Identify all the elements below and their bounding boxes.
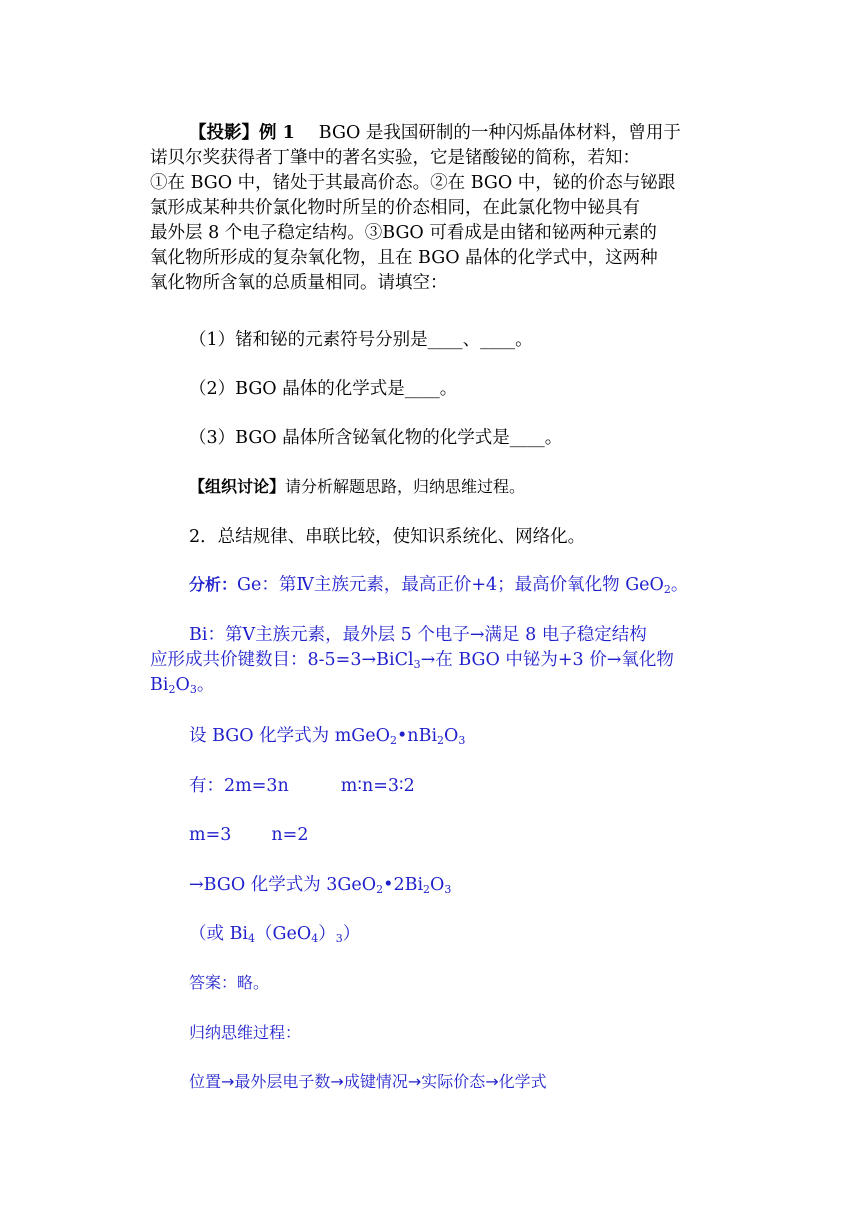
alt-c: ） (318, 924, 336, 944)
alt-d: ） (342, 924, 361, 944)
analysis-ge-line (189, 573, 688, 597)
alt-formula-line (189, 922, 360, 946)
set-c: O (444, 726, 459, 746)
question-1: （1）锗和铋的元素符号分别是____、____。 (189, 330, 533, 350)
projection-label: 【投影】 (189, 123, 259, 143)
alt-a: （或 Bi (189, 924, 249, 944)
question-2: （2）BGO 晶体的化学式是____。 (189, 379, 458, 399)
analysis-bi-line-2 (150, 648, 674, 672)
alt-sub3: 3 (335, 932, 343, 945)
bi-line2-sub: 3 (413, 658, 421, 671)
bi-line3-sub1: 2 (168, 683, 176, 696)
set-sub1: 2 (389, 734, 397, 747)
set-formula-line (189, 724, 465, 748)
ge-subscript: 2 (663, 583, 671, 596)
set-b: •nBi (396, 726, 438, 746)
analysis-bi-line-3 (150, 673, 214, 697)
discussion-line (189, 475, 525, 499)
analysis-bi-line-1: Bi：第Ⅴ主族元素，最外层 5 个电子→满足 8 电子稳定结构 (189, 625, 647, 645)
equation-line (189, 774, 415, 798)
alt-b: （GeO (255, 924, 312, 944)
alt-sub2: 4 (311, 932, 319, 945)
example-line-5: 最外层 8 个电子稳定结构。③BGO 可看成是由锗和铋两种元素的 (150, 223, 657, 243)
result-c: O (430, 875, 445, 895)
bi-line2-a: 应形成共价键数目：8-5=3→BiCl (150, 650, 414, 670)
set-a: 设 BGO 化学式为 mGeO (189, 726, 390, 746)
m-value: m=3 (189, 825, 232, 845)
discussion-text: 请分析解题思路，归纳思维过程。 (285, 477, 526, 496)
example-label: 例 1 (259, 123, 295, 143)
equation-ratio: m∶n=3∶2 (340, 776, 415, 796)
bi-line3-sub2: 3 (189, 683, 197, 696)
result-a: →BGO 化学式为 3GeO (189, 875, 377, 895)
summary-label: 归纳思维过程： (189, 1023, 302, 1042)
example-line-6: 氧化物所形成的复杂氧化物，且在 BGO 晶体的化学式中，这两种 (150, 248, 658, 268)
example-line-2: 诺贝尔奖获得者丁肇中的著名实验，它是锗酸铋的简称，若知： (150, 148, 640, 168)
result-formula-line (189, 873, 451, 897)
result-sub2: 2 (423, 883, 431, 896)
example-line-4: 氯形成某种共价氯化物时所呈的价态相同，在此氯化物中铋具有 (150, 198, 640, 218)
example-line-1: BGO 是我国研制的一种闪烁晶体材料，曾用于 (318, 123, 681, 143)
result-sub3: 3 (444, 883, 452, 896)
bi-line2-b: →在 BGO 中铋为+3 价→氧化物 (420, 650, 674, 670)
equation-have: 有：2m=3n (189, 776, 289, 796)
result-sub1: 2 (376, 883, 384, 896)
set-sub3: 3 (458, 734, 466, 747)
summary-chain: 位置→最外层电子数→成键情况→实际价态→化学式 (189, 1072, 547, 1091)
ge-end: 。 (670, 575, 689, 595)
result-b: •2Bi (383, 875, 424, 895)
answer-line: 答案：略。 (189, 973, 270, 992)
point-2: 2．总结规律、串联比较，使知识系统化、网络化。 (189, 527, 586, 547)
discussion-label: 【组织讨论】 (189, 477, 286, 496)
question-3: （3）BGO 晶体所含铋氧化物的化学式是____。 (189, 428, 563, 448)
bi-line3-b: O (175, 675, 190, 695)
example-line-3: ①在 BGO 中，锗处于其最高价态。②在 BGO 中，铋的价态与铋跟 (150, 173, 676, 193)
analysis-label: 分析： (189, 575, 238, 594)
analysis-ge-text: Ge：第Ⅳ主族元素，最高正价+4；最高价氧化物 GeO (237, 575, 664, 595)
example-first-line (189, 121, 681, 145)
bi-line3-a: Bi (150, 675, 169, 695)
example-line-7: 氧化物所含氧的总质量相同。请填空： (150, 273, 448, 293)
set-sub2: 2 (437, 734, 445, 747)
alt-sub1: 4 (248, 932, 256, 945)
bi-line3-c: 。 (196, 675, 215, 695)
n-value: n=2 (271, 825, 309, 845)
values-line (189, 823, 308, 847)
